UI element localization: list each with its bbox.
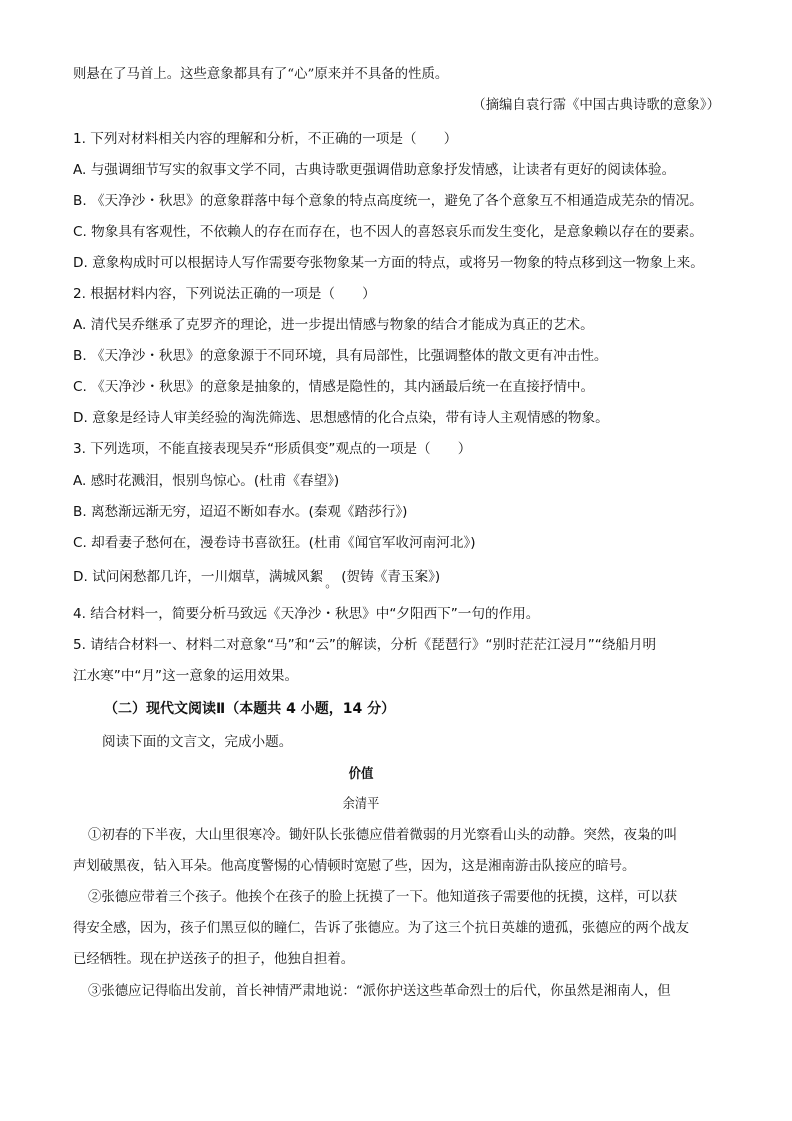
question-3-option-c: C. 却看妻子愁何在，漫卷诗书喜欲狂。(杜甫《闻官军收河南河北》) bbox=[73, 535, 476, 551]
question-2-option-b: B. 《天净沙・秋思》的意象源于不同环境，具有局部性，比强调整体的散文更有冲击性。 bbox=[73, 348, 608, 364]
question-5-line-2: 江水寒”中“月”这一意象的运用效果。 bbox=[73, 668, 299, 684]
paragraph-1-line-1: ①初春的下半夜，大山里很寒冷。锄奸队长张德应借着微弱的月光察看山头的动静。突然，夜枭的叫 bbox=[88, 828, 678, 843]
question-3-option-a: A. 感时花溅泪，恨别鸟惊心。(杜甫《春望》) bbox=[73, 473, 340, 489]
question-3-option-d bbox=[73, 568, 441, 590]
question-2-option-a: A. 清代吴乔继承了克罗齐的理论，进一步提出情感与物象的结合才能成为真正的艺术。 bbox=[73, 317, 594, 333]
paragraph-1-line-2: 声划破黑夜，钻入耳朵。他高度警惕的心情顿时宽慰了些，因为，这是湘南游击队接应的暗号。 bbox=[73, 859, 636, 874]
question-2-option-d: D. 意象是经诗人审美经验的淘洗筛选、思想感情的化合点染，带有诗人主观情感的物象。 bbox=[73, 410, 609, 426]
question-3-option-b: B. 离愁渐远渐无穷，迢迢不断如春水。(秦观《踏莎行》) bbox=[73, 504, 408, 520]
source-citation: （摘编自袁行霈《中国古典诗歌的意象》） bbox=[472, 98, 720, 113]
question-2-stem: 2. 根据材料内容，下列说法正确的一项是（ ） bbox=[73, 286, 376, 302]
question-1-option-a: A. 与强调细节写实的叙事文学不同，古典诗歌更强调借助意象抒发情感，让读者有更好的阅读体验。 bbox=[73, 162, 676, 178]
section-title: （二）现代文阅读Ⅱ（本题共 4 小题，14 分） bbox=[104, 701, 396, 717]
question-1-option-d: D. 意象构成时可以根据诗人写作需要夸张物象某一方面的特点，或将另一物象的特点移到这一物象上来。 bbox=[73, 255, 704, 271]
continued-paragraph-line: 则悬在了马首上。这些意象都具有了“心”原来并不具备的性质。 bbox=[73, 67, 449, 82]
question-5-line-1: 5. 请结合材料一、材料二对意象“马”和“云”的解读，分析《琵琶行》“别时茫茫江浸月”“绕船月明 bbox=[73, 637, 657, 653]
question-2-option-c: C. 《天净沙・秋思》的意象是抽象的，情感是隐性的，其内涵最后统一在直接抒情中。 bbox=[73, 379, 595, 395]
question-1-option-c: C. 物象具有客观性，不依赖人的存在而存在，也不因人的喜怒哀乐而发生变化，是意象赖以存在的要素。 bbox=[73, 224, 703, 240]
question-3-stem: 3. 下列选项，不能直接表现吴乔“形质俱变”观点的一项是（ ） bbox=[73, 441, 472, 457]
question-3-option-d-text: D. 试问闲愁都几许，一川烟草，满城风絮 bbox=[73, 569, 324, 585]
paragraph-2-line-2: 得安全感，因为，孩子们黑豆似的瞳仁，告诉了张德应。为了这三个抗日英雄的遗孤，张德应的两个战友 bbox=[73, 921, 689, 936]
paragraph-2-line-1: ②张德应带着三个孩子。他挨个在孩子的脸上抚摸了一下。他知道孩子需要他的抚摸，这样，可以获 bbox=[88, 890, 678, 905]
question-1-stem: 1. 下列对材料相关内容的理解和分析，不正确的一项是（ ） bbox=[73, 131, 458, 147]
reading-instruction: 阅读下面的文言文，完成小题。 bbox=[102, 734, 293, 750]
paragraph-3-line-1: ③张德应记得临出发前，首长神情严肃地说：“派你护送这些革命烈士的后代，你虽然是湘南人，但 bbox=[88, 984, 671, 999]
question-1-option-b: B. 《天净沙・秋思》的意象群落中每个意象的特点高度统一，避免了各个意象互不相通造成芜杂的情况。 bbox=[73, 193, 703, 209]
question-4: 4. 结合材料一，简要分析马致远《天净沙・秋思》中“夕阳西下”一句的作用。 bbox=[73, 606, 540, 622]
article-title: 价值 bbox=[348, 766, 374, 782]
article-author: 余清平 bbox=[342, 797, 380, 812]
question-3-option-d-mark: 。 bbox=[325, 576, 338, 590]
paragraph-2-line-3: 已经牺牲。现在护送孩子的担子，他独自担着。 bbox=[73, 952, 355, 967]
question-3-option-d-source: (贺铸《青玉案》) bbox=[341, 569, 441, 585]
